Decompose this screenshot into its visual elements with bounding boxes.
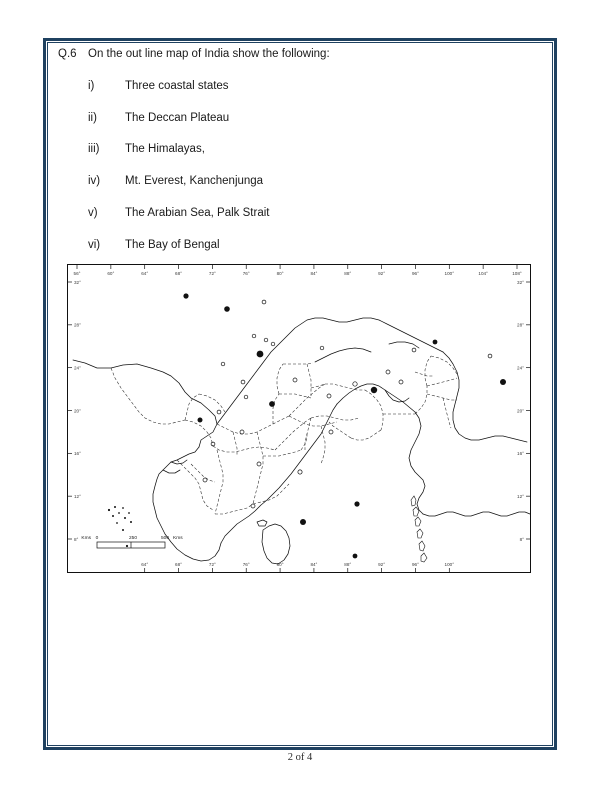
svg-text:8°: 8° <box>74 536 79 542</box>
question-sub-item <box>58 143 538 157</box>
sub-item-label: The Himalayas, <box>125 143 205 156</box>
svg-text:108°: 108° <box>512 271 522 276</box>
svg-text:80°: 80° <box>276 562 284 567</box>
outline-map-of-india <box>67 264 531 573</box>
svg-text:8°: 8° <box>519 536 524 542</box>
svg-text:96°: 96° <box>411 562 419 567</box>
question-block <box>58 48 538 253</box>
sub-item-marker: i) <box>88 79 95 92</box>
map-frame <box>68 265 531 573</box>
svg-text:12°: 12° <box>517 493 524 499</box>
svg-text:76°: 76° <box>242 562 250 567</box>
scale-suffix-label: Kms <box>173 536 183 541</box>
svg-text:28°: 28° <box>517 322 524 328</box>
svg-text:24°: 24° <box>74 365 81 371</box>
map-svg <box>67 264 531 573</box>
svg-text:60°: 60° <box>107 271 115 276</box>
sub-item-marker: iv) <box>88 175 101 188</box>
svg-text:68°: 68° <box>175 271 183 276</box>
question-sub-item <box>58 175 538 189</box>
question-number: Q.6 <box>58 48 77 60</box>
svg-text:32°: 32° <box>517 279 524 285</box>
sub-item-label: The Deccan Plateau <box>125 111 230 124</box>
svg-text:72°: 72° <box>208 271 216 276</box>
svg-text:16°: 16° <box>517 451 524 457</box>
question-sub-item <box>58 207 538 221</box>
scale-end-label: 500 <box>160 536 170 541</box>
sub-item-marker: vi) <box>88 238 101 251</box>
sub-item-marker: iii) <box>88 143 100 156</box>
sub-item-label: The Arabian Sea, Palk Strait <box>125 206 270 219</box>
svg-text:76°: 76° <box>242 271 250 276</box>
svg-text:72°: 72° <box>208 562 216 567</box>
question-sub-item <box>58 80 538 94</box>
svg-text:92°: 92° <box>378 271 386 276</box>
svg-text:28°: 28° <box>74 322 81 328</box>
svg-text:104°: 104° <box>478 271 488 276</box>
sub-item-label: Three coastal states <box>125 79 229 92</box>
question-heading <box>58 48 538 62</box>
sub-item-label: The Bay of Bengal <box>125 238 220 251</box>
svg-text:68°: 68° <box>175 562 183 567</box>
svg-text:64°: 64° <box>141 271 149 276</box>
svg-text:20°: 20° <box>74 408 81 414</box>
svg-text:56°: 56° <box>73 271 81 276</box>
svg-text:96°: 96° <box>411 271 419 276</box>
svg-text:24°: 24° <box>517 365 524 371</box>
svg-text:80°: 80° <box>276 271 284 276</box>
svg-text:64°: 64° <box>141 562 149 567</box>
scale-start-label: 0 <box>95 536 99 541</box>
question-sub-item <box>58 112 538 126</box>
svg-text:20°: 20° <box>517 408 524 414</box>
scale-mid-label: 250 <box>128 536 138 541</box>
svg-text:84°: 84° <box>310 271 318 276</box>
svg-text:88°: 88° <box>344 562 352 567</box>
svg-text:92°: 92° <box>378 562 386 567</box>
question-sub-item <box>58 239 538 253</box>
svg-text:16°: 16° <box>74 451 81 457</box>
scale-prefix-label: Kms <box>81 536 91 541</box>
sub-item-label: Mt. Everest, Kanchenjunga <box>125 175 264 188</box>
question-prompt: On the out line map of India show the following: <box>88 48 330 60</box>
svg-text:88°: 88° <box>344 271 352 276</box>
svg-text:32°: 32° <box>74 279 81 285</box>
page-footer: 2 of 4 <box>287 752 313 763</box>
svg-text:100°: 100° <box>444 271 455 276</box>
sub-item-marker: ii) <box>88 111 97 124</box>
svg-text:84°: 84° <box>310 562 318 567</box>
svg-text:12°: 12° <box>74 493 81 499</box>
sub-item-marker: v) <box>88 206 98 219</box>
svg-text:100°: 100° <box>444 562 455 567</box>
